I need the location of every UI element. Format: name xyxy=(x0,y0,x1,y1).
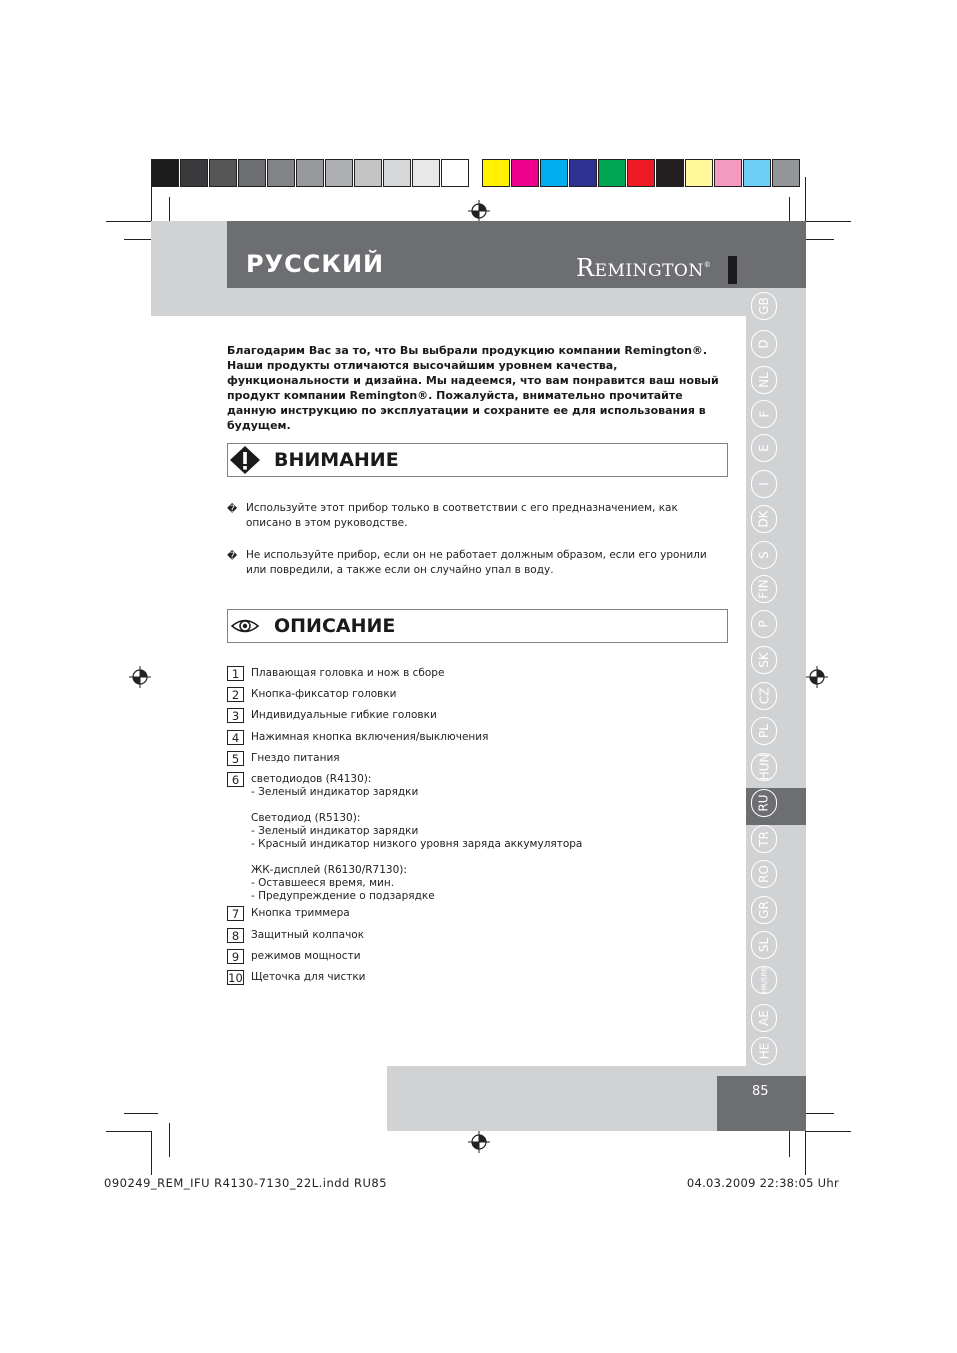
crop-mark xyxy=(106,221,152,222)
warning-icon xyxy=(228,444,262,476)
part-label: Кнопка триммера xyxy=(251,907,350,919)
color-swatch xyxy=(714,159,742,187)
list-item xyxy=(227,773,707,903)
gray-swatch xyxy=(383,159,411,187)
gray-swatch xyxy=(209,159,237,187)
warning-section-title: ВНИМАНИЕ xyxy=(274,449,399,471)
part-label: Щеточка для чистки xyxy=(251,971,366,983)
language-tab-hun[interactable]: HUN xyxy=(751,753,777,781)
crop-mark xyxy=(806,1131,851,1132)
part-label: Защитный колпачок xyxy=(251,929,365,941)
language-tab-p[interactable]: P xyxy=(751,610,777,638)
part-number: 7 xyxy=(227,906,244,921)
crop-mark xyxy=(151,1131,152,1175)
language-tab-gb[interactable]: GB xyxy=(751,292,777,320)
language-tab-dk[interactable]: DK xyxy=(751,505,777,533)
crop-mark xyxy=(805,1131,806,1175)
gray-swatch xyxy=(238,159,266,187)
page-number: 85 xyxy=(752,1084,769,1099)
bullet-icon: � xyxy=(227,551,238,562)
part-detail-line: - Красный индикатор низкого уровня заряда аккумулятора xyxy=(251,838,583,850)
part-label: Индивидуальные гибкие головки xyxy=(251,709,437,721)
warning-item: � Используйте этот прибор только в соответствии с его предназначением, как описано в этом руководстве. xyxy=(227,502,678,529)
color-swatch xyxy=(627,159,655,187)
language-tab-fin[interactable]: FIN xyxy=(751,575,777,603)
language-tab-f[interactable]: F xyxy=(751,400,777,428)
gray-swatch xyxy=(296,159,324,187)
date-slug: 04.03.2009 22:38:05 Uhr xyxy=(686,1176,839,1190)
gray-swatch xyxy=(180,159,208,187)
crop-mark xyxy=(169,1123,170,1157)
part-detail-line: ЖК-дисплей (R6130/R7130): xyxy=(251,864,407,876)
language-tab-tr[interactable]: TR xyxy=(751,825,777,853)
list-item xyxy=(227,950,707,963)
list-item xyxy=(227,667,707,680)
intro-text: Благодарим Вас за то, что Вы выбрали продукцию компании Remington®. Наши продукты отличаются высочайшим уровнем качества, функциональности и дизайна. Мы надеемся, что вам понравится ваш новый продукт компании Remington®. Пожалуйста, внимательно прочитайте данную инструкцию по эксплуатации и сохраните ее для использования в будущем. xyxy=(227,344,719,432)
part-label: Гнездо питания xyxy=(251,752,340,764)
gray-swatch xyxy=(151,159,179,187)
registration-mark-icon xyxy=(468,200,490,222)
part-number: 4 xyxy=(227,730,244,745)
language-tab-e[interactable]: E xyxy=(751,434,777,462)
language-tab-cz[interactable]: CZ xyxy=(751,682,777,710)
color-swatch xyxy=(685,159,713,187)
language-tab-d[interactable]: D xyxy=(751,330,777,358)
registration-mark-icon xyxy=(468,1131,490,1153)
color-swatch xyxy=(482,159,510,187)
color-swatch xyxy=(540,159,568,187)
part-label: режимов мощности xyxy=(251,950,361,962)
part-number: 8 xyxy=(227,928,244,943)
part-label: Кнопка-фиксатор головки xyxy=(251,688,397,700)
registration-mark-icon xyxy=(806,666,828,688)
color-swatch xyxy=(598,159,626,187)
list-item xyxy=(227,752,707,765)
description-section-header xyxy=(227,609,728,643)
part-detail-line xyxy=(251,799,707,812)
language-tab-i[interactable]: I xyxy=(751,470,777,498)
gray-swatch xyxy=(267,159,295,187)
warning-section-header xyxy=(227,443,728,477)
part-detail-line: - Зеленый индикатор зарядки xyxy=(251,825,419,837)
list-item xyxy=(227,688,707,701)
part-number: 1 xyxy=(227,666,244,681)
list-item xyxy=(227,709,707,722)
language-tab-sk[interactable]: SK xyxy=(751,646,777,674)
list-item xyxy=(227,971,707,984)
registration-mark-icon xyxy=(129,666,151,688)
file-slug: 090249_REM_IFU R4130-7130_22L.indd RU85 xyxy=(104,1176,388,1190)
list-item xyxy=(227,731,707,744)
part-number: 6 xyxy=(227,772,244,787)
part-label: Плавающая головка и нож в сборе xyxy=(251,667,445,679)
part-detail-line: - Предупреждение о подзарядке xyxy=(251,890,435,902)
part-number: 10 xyxy=(228,971,243,985)
color-swatch xyxy=(511,159,539,187)
description-section-title: ОПИСАНИЕ xyxy=(274,615,396,637)
eye-icon xyxy=(228,610,262,642)
warning-item: � Не используйте прибор, если он не работает должным образом, если его уронили или повредили, а также если он случайно упал в воду. xyxy=(227,549,707,576)
logo-block xyxy=(728,256,737,284)
language-tab-ae[interactable]: AE xyxy=(751,1004,777,1032)
part-number: 5 xyxy=(227,751,244,766)
language-tab-hr-srb[interactable]: HR/SRB xyxy=(751,966,777,994)
part-number: 2 xyxy=(227,687,244,702)
color-swatch xyxy=(772,159,800,187)
part-label: Нажимная кнопка включения/выключения xyxy=(251,731,489,743)
language-tab-gr[interactable]: GR xyxy=(751,896,777,924)
part-detail-line xyxy=(251,851,707,864)
color-swatch xyxy=(656,159,684,187)
gray-swatch xyxy=(354,159,382,187)
language-tab-nl[interactable]: NL xyxy=(751,366,777,394)
part-detail-line: Светодиод (R5130): xyxy=(251,812,361,824)
crop-mark xyxy=(805,177,806,221)
list-item xyxy=(227,907,707,920)
language-tab-s[interactable]: S xyxy=(751,541,777,569)
language-tab-pl[interactable]: PL xyxy=(751,717,777,745)
crop-mark xyxy=(806,221,851,222)
gray-swatch xyxy=(325,159,353,187)
color-calibration-bar xyxy=(482,159,801,189)
gray-swatch xyxy=(441,159,469,187)
part-label: светодиодов (R4130): xyxy=(251,773,372,785)
part-detail-line: - Оставшееся время, мин. xyxy=(251,877,395,889)
part-number: 3 xyxy=(227,708,244,723)
gray-calibration-bar xyxy=(151,159,470,189)
list-item xyxy=(227,929,707,942)
crop-mark xyxy=(106,1131,152,1132)
gray-swatch xyxy=(412,159,440,187)
bullet-icon: � xyxy=(227,504,238,515)
color-swatch xyxy=(743,159,771,187)
language-tab-ro[interactable]: RO xyxy=(751,860,777,888)
part-detail-line: - Зеленый индикатор зарядки xyxy=(251,786,419,798)
color-swatch xyxy=(569,159,597,187)
brand-logo: REMINGTON® xyxy=(576,254,712,282)
crop-mark xyxy=(151,177,152,221)
language-tab-he[interactable]: HE xyxy=(751,1037,777,1065)
page-title: РУССКИЙ xyxy=(246,250,385,278)
part-number: 9 xyxy=(227,949,244,964)
crop-mark xyxy=(124,1113,158,1114)
language-tab-ru[interactable]: RU xyxy=(751,789,777,817)
language-tab-sl[interactable]: SL xyxy=(751,931,777,959)
